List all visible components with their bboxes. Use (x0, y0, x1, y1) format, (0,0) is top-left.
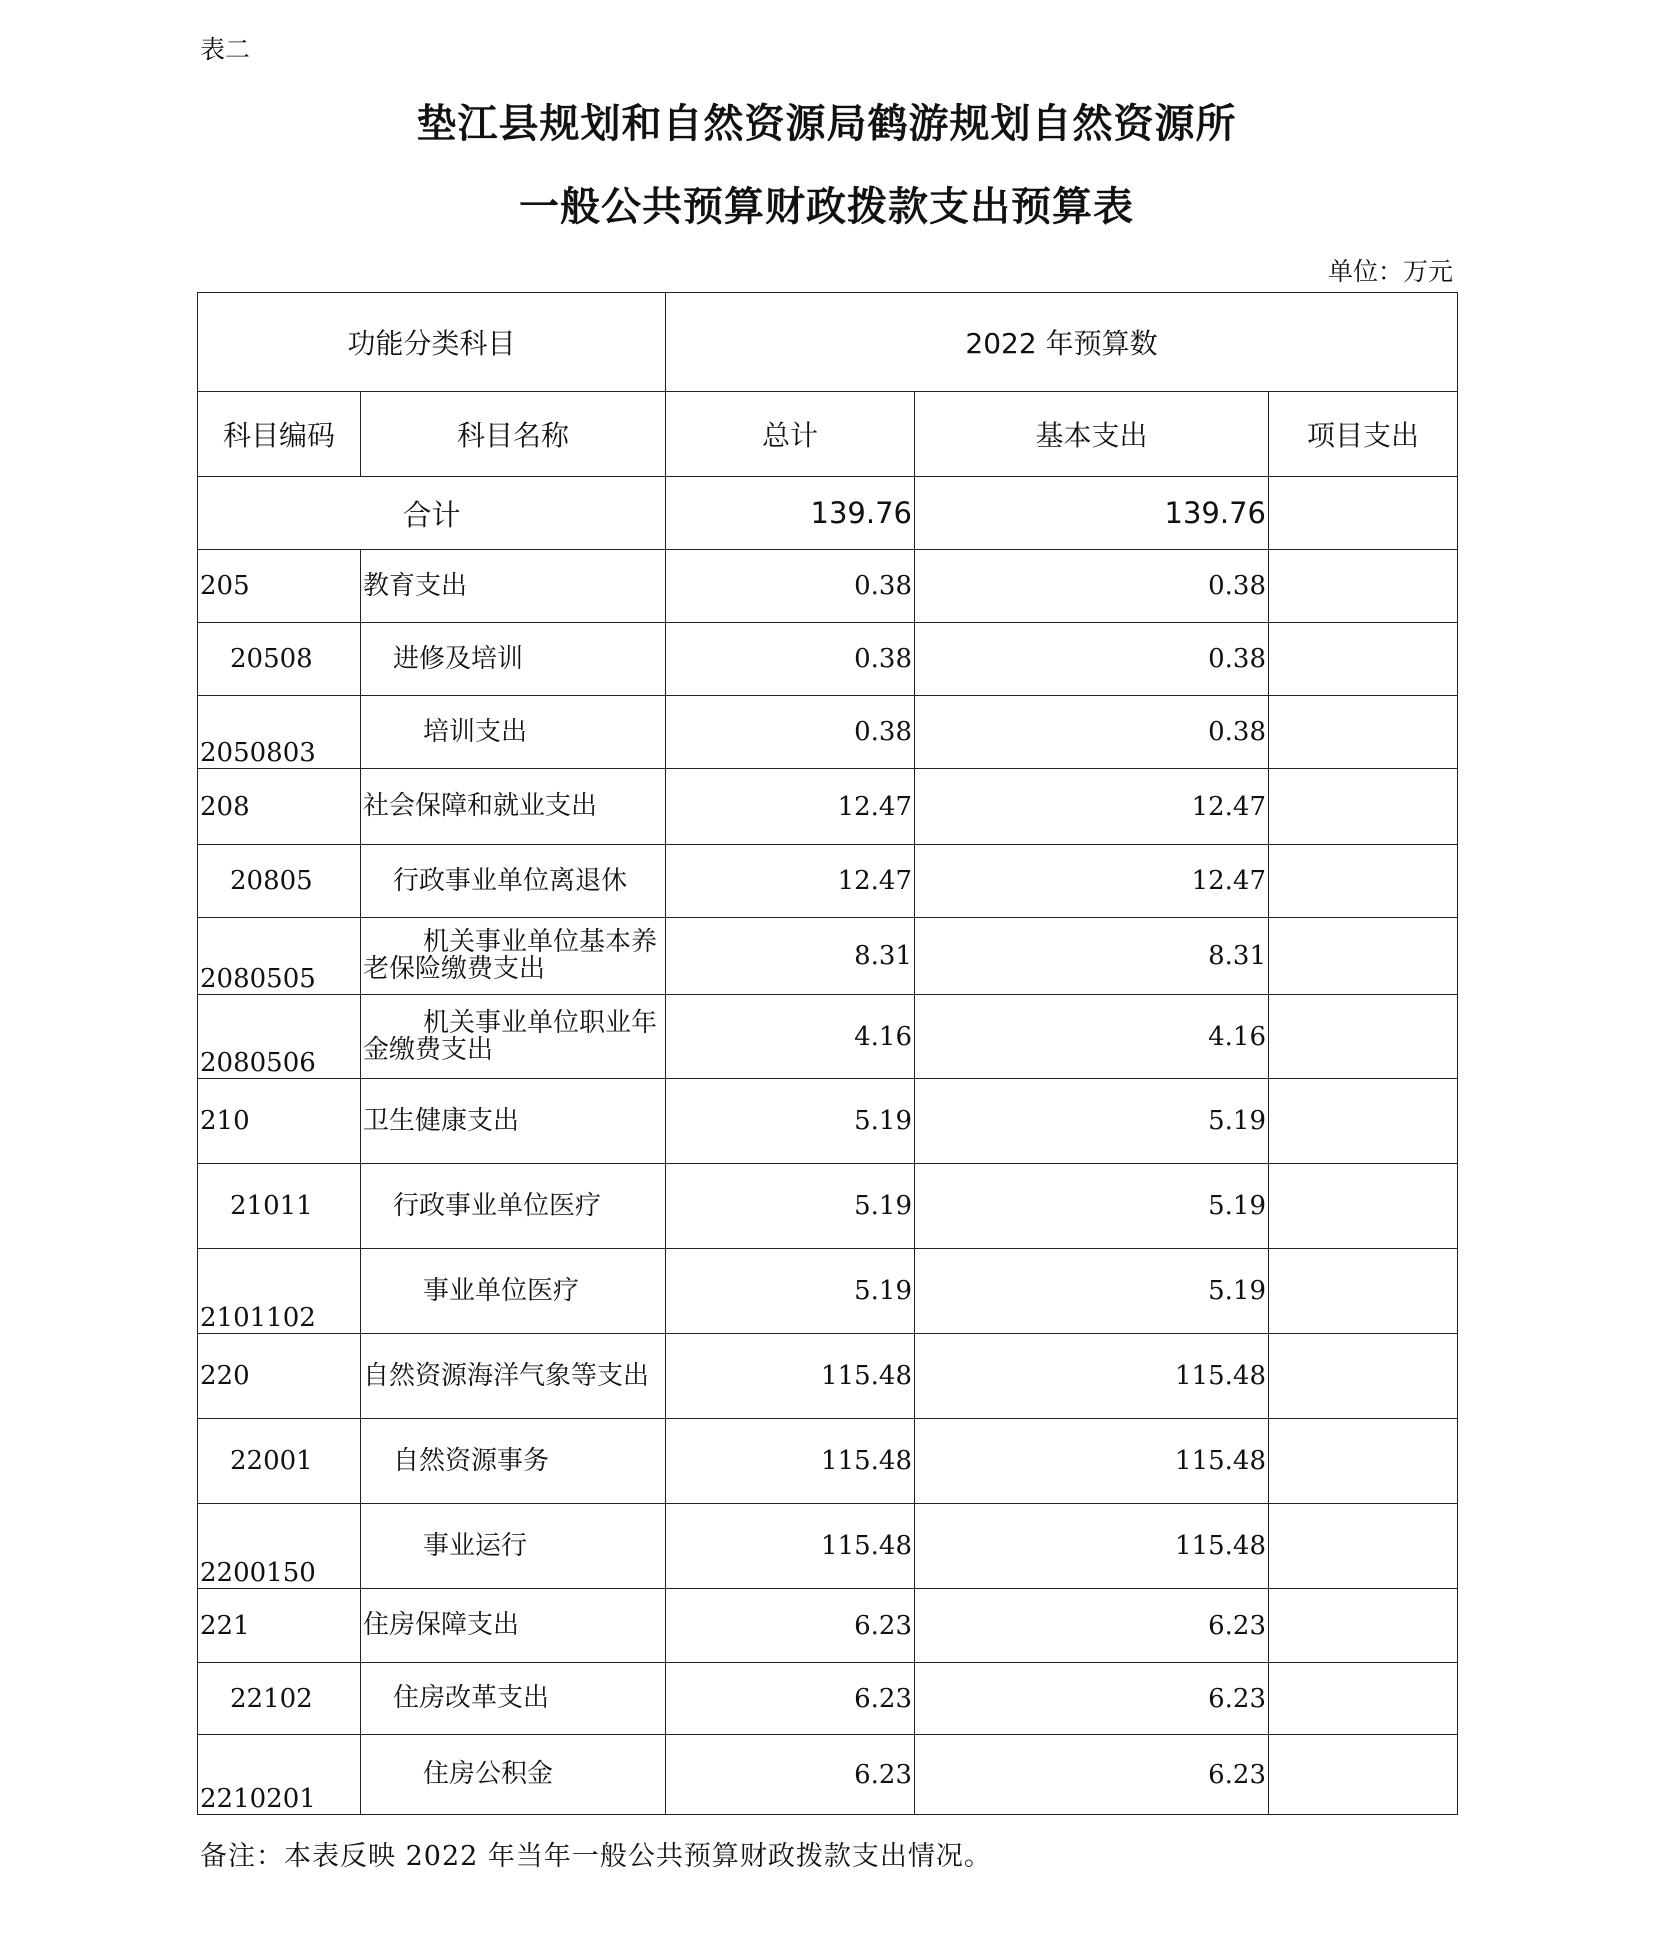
header-basic: 基本支出 (915, 392, 1269, 477)
row-name: 社会保障和就业支出 (361, 769, 666, 845)
table-row (198, 623, 1458, 696)
row-code: 205 (198, 550, 361, 623)
header-total: 总计 (666, 392, 915, 477)
row-project (1269, 1735, 1458, 1815)
table-row (198, 1334, 1458, 1419)
row-code: 20805 (198, 845, 361, 918)
row-name: 进修及培训 (361, 623, 666, 696)
row-total: 0.38 (666, 550, 915, 623)
table-row (198, 1164, 1458, 1249)
header-row-group (198, 293, 1458, 392)
row-code: 2210201 (198, 1735, 361, 1815)
row-basic: 5.19 (915, 1164, 1269, 1249)
row-code: 210 (198, 1079, 361, 1164)
total-value-basic: 139.76 (915, 477, 1269, 550)
row-code: 221 (198, 1589, 361, 1663)
table-row (198, 918, 1458, 995)
row-project (1269, 1419, 1458, 1504)
row-name: 教育支出 (361, 550, 666, 623)
header-budget-2022: 2022 年预算数 (666, 293, 1458, 392)
row-code: 2101102 (198, 1249, 361, 1334)
budget-table (197, 292, 1458, 1815)
row-code: 22102 (198, 1663, 361, 1735)
row-name: 培训支出 (361, 696, 666, 769)
row-project (1269, 550, 1458, 623)
row-project (1269, 1589, 1458, 1663)
row-total: 6.23 (666, 1735, 915, 1815)
row-basic: 8.31 (915, 918, 1269, 995)
row-code: 208 (198, 769, 361, 845)
row-name: 住房公积金 (361, 1735, 666, 1815)
table-label: 表二 (200, 35, 251, 64)
row-basic: 0.38 (915, 623, 1269, 696)
row-project (1269, 1249, 1458, 1334)
row-total: 5.19 (666, 1249, 915, 1334)
row-basic: 0.38 (915, 696, 1269, 769)
table-row (198, 1249, 1458, 1334)
row-total: 6.23 (666, 1589, 915, 1663)
row-code: 2050803 (198, 696, 361, 769)
table-row (198, 696, 1458, 769)
row-total: 12.47 (666, 845, 915, 918)
row-name: 卫生健康支出 (361, 1079, 666, 1164)
header-function-category: 功能分类科目 (198, 293, 666, 392)
row-name: 行政事业单位离退休 (361, 845, 666, 918)
unit-label: 单位：万元 (1327, 257, 1453, 286)
table-row (198, 1589, 1458, 1663)
row-project (1269, 696, 1458, 769)
row-code: 2200150 (198, 1504, 361, 1589)
row-project (1269, 1334, 1458, 1419)
row-basic: 115.48 (915, 1334, 1269, 1419)
total-label: 合计 (198, 477, 666, 550)
row-basic: 12.47 (915, 845, 1269, 918)
row-basic: 6.23 (915, 1663, 1269, 1735)
row-code: 22001 (198, 1419, 361, 1504)
row-name: 住房保障支出 (361, 1589, 666, 1663)
row-project (1269, 1079, 1458, 1164)
row-name: 机关事业单位职业年金缴费支出 (361, 995, 666, 1079)
row-total: 115.48 (666, 1334, 915, 1419)
row-project (1269, 769, 1458, 845)
table-row (198, 995, 1458, 1079)
row-basic: 0.38 (915, 550, 1269, 623)
table-row (198, 1735, 1458, 1815)
row-total: 0.38 (666, 623, 915, 696)
row-name: 事业单位医疗 (361, 1249, 666, 1334)
row-name: 行政事业单位医疗 (361, 1164, 666, 1249)
row-basic: 4.16 (915, 995, 1269, 1079)
table-row (198, 845, 1458, 918)
row-code: 20508 (198, 623, 361, 696)
row-basic: 6.23 (915, 1589, 1269, 1663)
row-project (1269, 1164, 1458, 1249)
row-total: 8.31 (666, 918, 915, 995)
row-name: 自然资源海洋气象等支出 (361, 1334, 666, 1419)
row-total: 4.16 (666, 995, 915, 1079)
page-title: 垫江县规划和自然资源局鹤游规划自然资源所 (416, 100, 1237, 147)
row-total: 115.48 (666, 1419, 915, 1504)
row-basic: 115.48 (915, 1504, 1269, 1589)
row-name: 自然资源事务 (361, 1419, 666, 1504)
header-row-columns (198, 392, 1458, 477)
table-row (198, 769, 1458, 845)
table-row (198, 550, 1458, 623)
row-total: 6.23 (666, 1663, 915, 1735)
row-name: 住房改革支出 (361, 1663, 666, 1735)
row-project (1269, 845, 1458, 918)
header-project: 项目支出 (1269, 392, 1458, 477)
row-total: 5.19 (666, 1164, 915, 1249)
total-value-total: 139.76 (666, 477, 915, 550)
row-code: 2080505 (198, 918, 361, 995)
row-basic: 12.47 (915, 769, 1269, 845)
row-basic: 115.48 (915, 1419, 1269, 1504)
total-row (198, 477, 1458, 550)
row-project (1269, 1663, 1458, 1735)
table-row (198, 1419, 1458, 1504)
row-project (1269, 995, 1458, 1079)
row-project (1269, 918, 1458, 995)
row-basic: 5.19 (915, 1249, 1269, 1334)
row-total: 0.38 (666, 696, 915, 769)
row-total: 12.47 (666, 769, 915, 845)
table-row (198, 1079, 1458, 1164)
footnote: 备注：本表反映 2022 年当年一般公共预算财政拨款支出情况。 (200, 1841, 992, 1872)
row-code: 2080506 (198, 995, 361, 1079)
row-name: 机关事业单位基本养老保险缴费支出 (361, 918, 666, 995)
row-project (1269, 1504, 1458, 1589)
page-subtitle: 一般公共预算财政拨款支出预算表 (519, 183, 1134, 230)
row-code: 21011 (198, 1164, 361, 1249)
row-total: 5.19 (666, 1079, 915, 1164)
table-row (198, 1663, 1458, 1735)
header-name: 科目名称 (361, 392, 666, 477)
table-row (198, 1504, 1458, 1589)
total-value-project (1269, 477, 1458, 550)
row-basic: 6.23 (915, 1735, 1269, 1815)
row-total: 115.48 (666, 1504, 915, 1589)
row-name: 事业运行 (361, 1504, 666, 1589)
header-code: 科目编码 (198, 392, 361, 477)
row-basic: 5.19 (915, 1079, 1269, 1164)
row-project (1269, 623, 1458, 696)
row-code: 220 (198, 1334, 361, 1419)
